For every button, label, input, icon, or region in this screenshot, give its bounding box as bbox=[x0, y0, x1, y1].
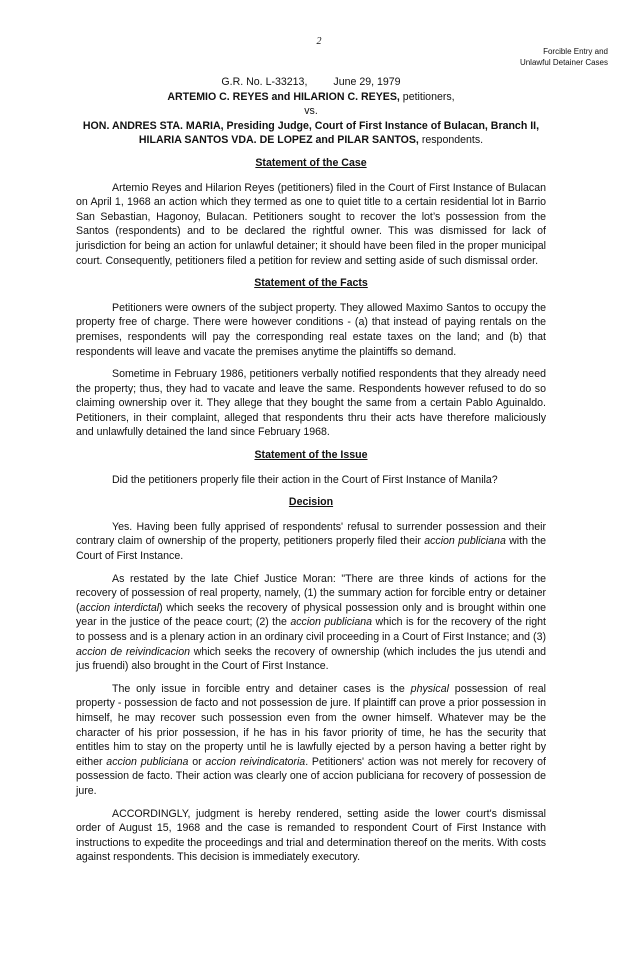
italic-term: accion de reivindicacion bbox=[76, 645, 191, 658]
text-run: The only issue in forcible entry and detainer cases is the bbox=[112, 682, 411, 695]
italic-term: accion publiciana bbox=[106, 755, 189, 768]
page-number: 2 bbox=[316, 36, 322, 47]
text-run: . Petitioners' action was not merely for recovery of possession de facto. Their action was clearly one of accion publiciana for recovery of possession de jure. bbox=[76, 755, 546, 797]
italic-term: accion reivindicatoria bbox=[205, 755, 306, 768]
case-caption bbox=[76, 75, 546, 148]
heading-statement-of-case: Statement of the Case bbox=[255, 156, 367, 169]
facts-paragraph-2: Sometime in February 1986, petitioners verbally notified respondents that they already need the property; thus, they had to vacate and leave the same. Respondents however refused to do so claiming ownership over it. They allege that they bought the same from a certain Pablo Aguinaldo. Petitioners, in their complaint, alleged that respondents thru their acts have therefore maliciously and unlawfully detained the land since February 1968. bbox=[76, 368, 546, 439]
heading-decision: Decision bbox=[288, 496, 334, 509]
text-run: possession of real property - possession de facto and not possession de jure. If plaintiff can prove a prior possession in himself, he may recover such possession even from the owner himself. Whatever may be the character of his prior possession, if he has in his favor priority of time, he has the security that entitles him to stay on the property until he is lawfully ejected by a person having a better right by either bbox=[76, 682, 546, 768]
text-run: Yes. Having been fully apprised of respondents' refusal to surrender possession and their contrary claim of ownership of the property, petitioners properly filed their bbox=[76, 520, 546, 548]
text-run: As restated by the late Chief Justice Moran: "There are three kinds of actions for the recovery of possession of real property, namely, (1) the summary action for forcible entry or detainer ( bbox=[76, 572, 546, 614]
decision-paragraph-4: ACCORDINGLY, judgment is hereby rendered, setting aside the lower court's dismissal order of August 15, 1968 and the case is remanded to respondent Court of First Instance with instructions to expedite the proceedings and trial and determination thereof on the merits. With costs against respondents. This decision is immediately executory. bbox=[76, 807, 546, 864]
document-body bbox=[76, 75, 546, 873]
respondents-names: HON. ANDRES STA. MARIA, Presiding Judge, Court of First Instance of Bulacan, Branch II, HILARIA SANTOS VDA. DE LOPEZ and PILAR SANTOS, bbox=[82, 119, 540, 147]
text-run: ) which seeks the recovery of physical possession only and is brought within one year in the justice of the peace court; (2) the bbox=[76, 601, 546, 629]
petitioners-names: ARTEMIO C. REYES and HILARION C. REYES, bbox=[167, 90, 400, 103]
facts-paragraph-1: Petitioners were owners of the subject property. They allowed Maximo Santos to occupy the property free of charge. There were however conditions - (a) that instead of paying rentals on the premises, respondents will pay the corresponding real estate taxes on the land; and (b) that respondents will leave and vacate the premises anytime the plaintiffs so demand. bbox=[76, 301, 546, 358]
decision-date: June 29, 1979 bbox=[333, 76, 401, 88]
decision-paragraph-3 bbox=[76, 682, 546, 799]
running-header-line-1: Forcible Entry and bbox=[543, 47, 608, 56]
petitioners-label: petitioners, bbox=[399, 90, 455, 103]
italic-term: accion publiciana bbox=[290, 616, 373, 629]
case-number-line bbox=[76, 75, 546, 90]
text-run: with the Court of First Instance. bbox=[76, 535, 547, 563]
gr-number: G.R. No. L-33213, bbox=[221, 76, 308, 88]
petitioners-line bbox=[76, 90, 546, 105]
italic-term: accion interdictal bbox=[79, 601, 160, 614]
heading-statement-of-issue: Statement of the Issue bbox=[254, 449, 368, 462]
respondents-label: respondents. bbox=[418, 134, 484, 147]
decision-paragraph-1 bbox=[76, 520, 546, 564]
versus: vs. bbox=[304, 105, 318, 118]
italic-term: physical bbox=[410, 682, 449, 695]
respondents-line bbox=[66, 119, 556, 148]
issue-paragraph: Did the petitioners properly file their action in the Court of First Instance of Manila? bbox=[112, 473, 498, 486]
running-header-line-2: Unlawful Detainer Cases bbox=[519, 58, 608, 67]
case-paragraph: Artemio Reyes and Hilarion Reyes (petitioners) filed in the Court of First Instance of Bulacan on April 1, 1968 an action which they termed as one to quiet title to a certain residential lot in Barrio San Sebastian, Hagonoy, Bulacan. Petitioners sought to recover the lot’s possession from the Santos (respondents) and to be declared the rightful owner. This was dismissed for lack of jurisdiction for being an action for unlawful detainer; it should have been filed in the proper municipal court. Consequently, petitioners filed a petition for review and setting aside of such dismissal order. bbox=[76, 181, 546, 267]
running-header bbox=[520, 46, 608, 68]
text-run: which seeks the recovery of ownership (which includes the jus utendi and jus fruendi) also brought in the Court of First Instance. bbox=[76, 645, 546, 673]
decision-paragraph-2 bbox=[76, 572, 546, 674]
italic-term: accion publiciana bbox=[424, 535, 506, 548]
text-run: which is for the recovery of the right to possess and is a plenary action in an ordinary civil proceeding in a Court of First Instance; and (3) bbox=[76, 616, 546, 643]
heading-statement-of-facts: Statement of the Facts bbox=[254, 277, 368, 290]
text-run: or bbox=[188, 755, 206, 768]
